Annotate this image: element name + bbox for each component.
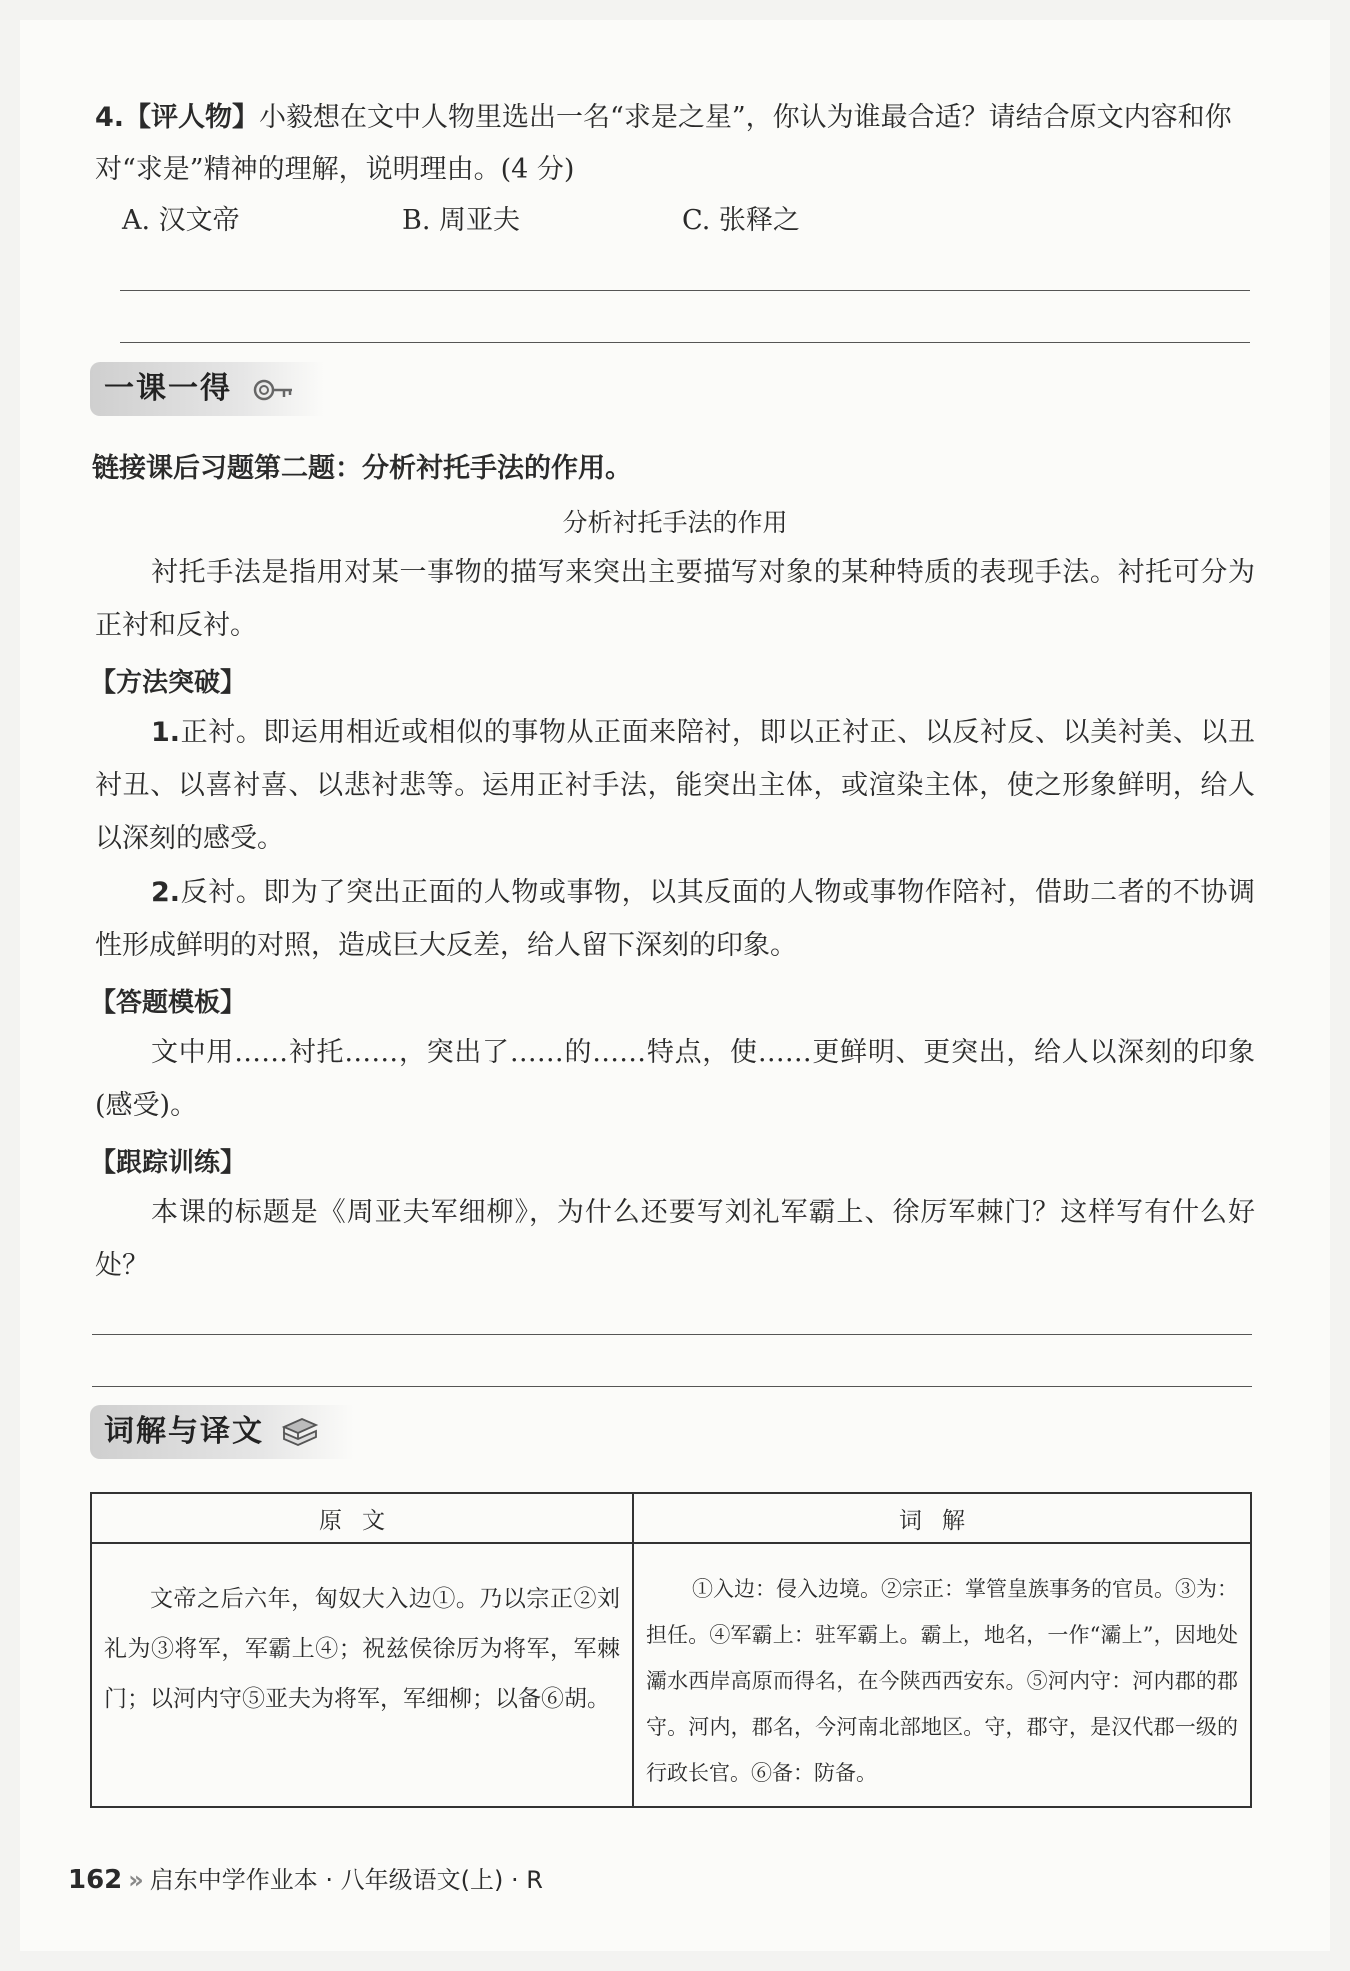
question-4 [95, 92, 1255, 196]
section-header-cijie [90, 1405, 354, 1459]
chevron-right-icon: » [128, 1866, 144, 1894]
option-b: B. 周亚夫 [402, 205, 521, 236]
answer-line [120, 290, 1250, 291]
keys-icon [250, 370, 298, 410]
original-text: 文帝之后六年，匈奴大入边①。乃以宗正②刘礼为③将军，军霸上④；祝兹侯徐厉为将军，军棘门；以河内守⑤亚夫为将军，军细柳；以备⑥胡。 [104, 1586, 620, 1712]
method-heading: 【方法突破】 [90, 668, 247, 698]
option-a: A. 汉文帝 [122, 205, 240, 236]
books-icon [280, 1413, 320, 1451]
page-number: 162 [68, 1865, 123, 1895]
gloss-cell [633, 1543, 1251, 1807]
book-title: 启东中学作业本 · 八年级语文(上) · R [149, 1866, 543, 1894]
gloss-text: ①入边：侵入边境。②宗正：掌管皇族事务的官员。③为：担任。④军霸上：驻军霸上。霸上，地名，一作“灞上”，因地处灞水西岸高原而得名，在今陕西西安东。⑤河内守：河内郡的郡守。河内，郡名，今河南北部地区。守，郡守，是汉代郡一级的行政长官。⑥备：防备。 [646, 1577, 1238, 1785]
section-header-yikeyide [90, 362, 324, 416]
point-1-number: 1. [151, 717, 181, 748]
intro-paragraph: 衬托手法是指用对某一事物的描写来突出主要描写对象的某种特质的表现手法。衬托可分为正衬和反衬。 [95, 557, 1255, 641]
point-2-text: 反衬。即为了突出正面的人物或事物，以其反面的人物或事物作陪衬，借助二者的不协调性形成鲜明的对照，造成巨大反差，给人留下深刻的印象。 [95, 877, 1255, 961]
column-original: 原文 [91, 1493, 633, 1543]
question-number: 4. [95, 102, 125, 133]
point-2-number: 2. [151, 877, 181, 908]
point-1-text: 正衬。即运用相近或相似的事物从正面来陪衬，即以正衬正、以反衬反、以美衬美、以丑衬丑、以喜衬喜、以悲衬悲等。运用正衬手法，能突出主体，或渲染主体，使之形象鲜明，给人以深刻的感受。 [95, 717, 1255, 854]
section-title: 一课一得 [104, 371, 232, 406]
point-2 [95, 866, 1255, 972]
template-text: 文中用……衬托……，突出了……的……特点，使……更鲜明、更突出，给人以深刻的印象(感受)。 [95, 1037, 1255, 1121]
column-gloss: 词解 [633, 1493, 1251, 1543]
original-cell [91, 1543, 633, 1807]
template-heading: 【答题模板】 [90, 988, 247, 1018]
question-tag: 【评人物】 [124, 102, 260, 133]
answer-line [120, 342, 1250, 343]
link-exercise: 链接课后习题第二题：分析衬托手法的作用。 [92, 453, 632, 484]
question-stem: 小毅想在文中人物里选出一名“求是之星”，你认为谁最合适？请结合原文内容和你对“求是”精神的理解，说明理由。(4 分) [95, 102, 1232, 185]
page-footer [68, 1860, 543, 1895]
answer-line [92, 1334, 1252, 1335]
section-title: 词解与译文 [104, 1414, 264, 1449]
training-question: 本课的标题是《周亚夫军细柳》，为什么还要写刘礼军霸上、徐厉军棘门？这样写有什么好处？ [95, 1197, 1255, 1281]
vocab-table [90, 1492, 1252, 1808]
method-title: 分析衬托手法的作用 [562, 508, 788, 537]
option-c: C. 张释之 [682, 205, 800, 236]
training-heading: 【跟踪训练】 [90, 1148, 247, 1178]
answer-line [92, 1386, 1252, 1387]
point-1 [95, 706, 1255, 865]
